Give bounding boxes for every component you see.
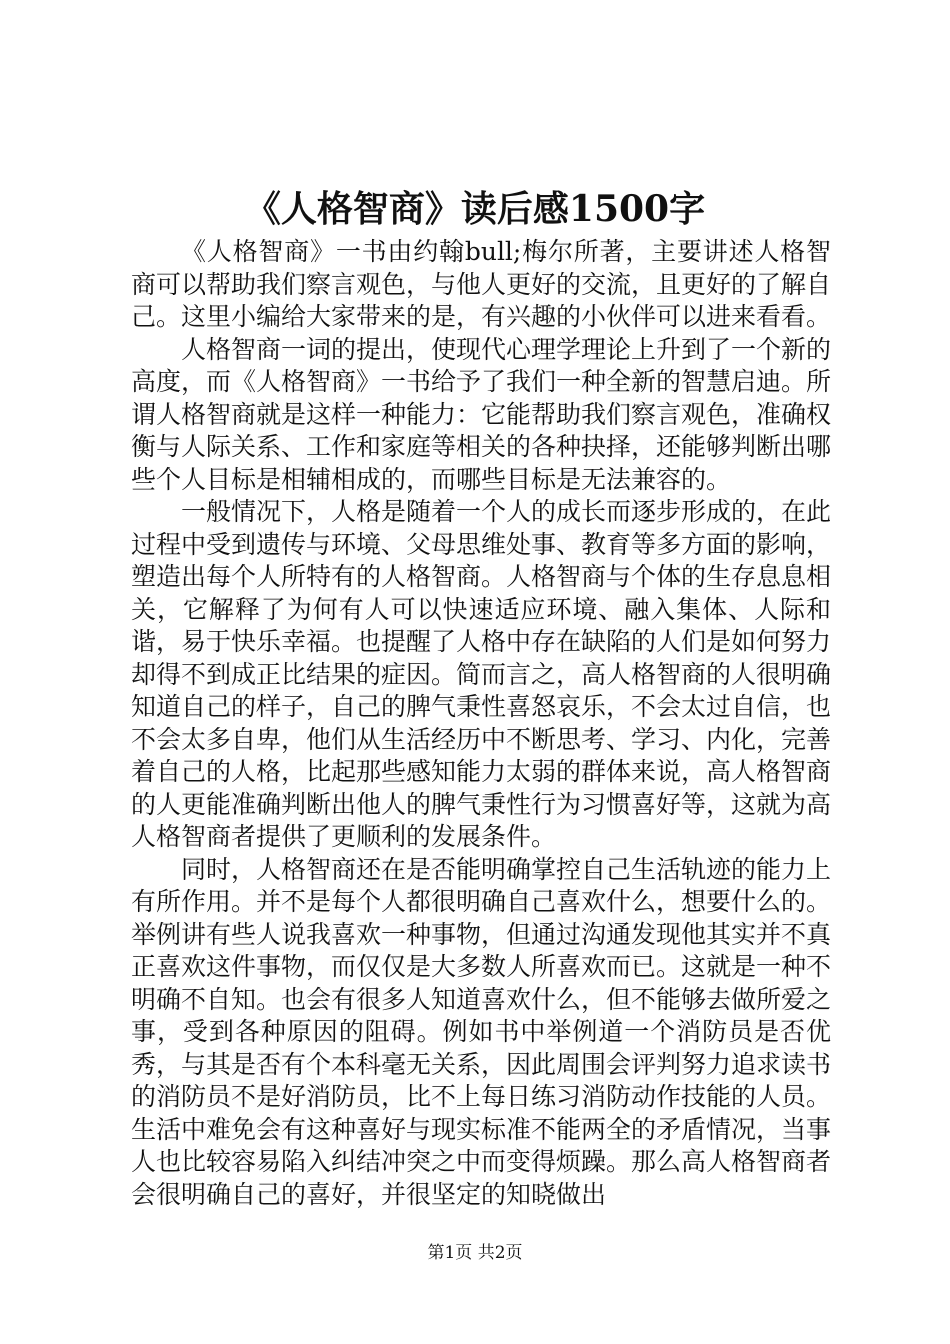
paragraph-4: 同时，人格智商还在是否能明确掌控自己生活轨迹的能力上有所作用。并不是每个人都很明确自己喜欢什么，想要什么的。举例讲有些人说我喜欢一种事物，但通过沟通发现他其实并不真正喜欢这件事物，而仅仅是大多数人所喜欢而已。这就是一种不明确不自知。也会有很多人知道喜欢什么，但不能够去做所爱之事，受到各种原因的阻碍。例如书中举例道一个消防员是否优秀，与其是否有个本科毫无关系，因此周围会评判努力追求读书的消防员不是好消防员，比不上每日练习消防动作技能的人员。生活中难免会有这种喜好与现实标准不能两全的矛盾情况，当事人也比较容易陷入纠结冲突之中而变得烦躁。那么高人格智商者会很明确自己的喜好，并很坚定的知晓做出 xyxy=(131,854,832,1209)
paragraph-2: 人格智商一词的提出，使现代心理学理论上升到了一个新的高度，而《人格智商》一书给予了我们一种全新的智慧启迪。所谓人格智商就是这样一种能力：它能帮助我们察言观色，准确权衡与人际关系、工作和家庭等相关的各种抉择，还能够判断出哪些个人目标是相辅相成的，而哪些目标是无法兼容的。 xyxy=(131,334,832,494)
document-title: 《人格智商》读后感1500字 xyxy=(244,188,706,230)
paragraph-3: 一般情况下，人格是随着一个人的成长而逐步形成的，在此过程中受到遗传与环境、父母思维处事、教育等多方面的影响，塑造出每个人所特有的人格智商。人格智商与个体的生存息息相关，它解释了为何有人可以快速适应环境、融入集体、人际和谐，易于快乐幸福。也提醒了人格中存在缺陷的人们是如何努力却得不到成正比结果的症因。简而言之，高人格智商的人很明确知道自己的样子，自己的脾气秉性喜怒哀乐，不会太过自信，也不会太多自卑，他们从生活经历中不断思考、学习、内化，完善着自己的人格，比起那些感知能力太弱的群体来说，高人格智商的人更能准确判断出他人的脾气秉性行为习惯喜好等，这就为高人格智商者提供了更顺利的发展条件。 xyxy=(131,497,832,851)
document-body xyxy=(131,236,831,1211)
page-footer: 第1页 共2页 xyxy=(427,1243,523,1263)
paragraph-1: 《人格智商》一书由约翰bull;梅尔所著，主要讲述人格智商可以帮助我们察言观色，与他人更好的交流，且更好的了解自己。这里小编给大家带来的是，有兴趣的小伙伴可以进来看看。 xyxy=(131,237,832,331)
